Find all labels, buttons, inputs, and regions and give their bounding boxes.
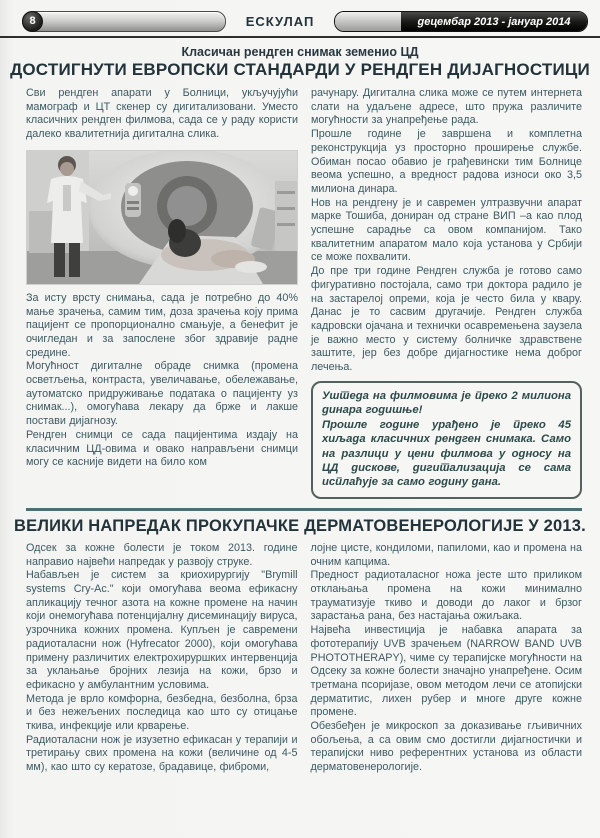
savings-callout-box <box>311 381 582 499</box>
paragraph: Сви рендген апарати у Болници, укључујући мамограф и ЦТ скенер су дигитализовани. Уместо класичних рендген филмова, сада се у раду користи далеко квалитетнија дигитална слика. <box>26 87 298 141</box>
page-number-pill <box>22 11 226 32</box>
article-xray-headline: ДОСТИГНУТИ ЕВРОПСКИ СТАНДАРДИ У РЕНДГЕН ДИЈАГНОСТИЦИ <box>10 60 590 79</box>
article-xray-left-column <box>26 87 298 499</box>
article-xray-kicker: Класичан рендген снимак земенио ЦД <box>181 45 419 59</box>
article-xray <box>0 45 600 499</box>
page-number: 8 <box>22 11 43 32</box>
issue-date-badge <box>334 11 588 32</box>
paragraph: Одсек за кожне болести је током 2013. године направио највећи напредак у развоју струке. <box>26 541 298 568</box>
date-badge-grip <box>335 12 401 31</box>
section-divider <box>26 508 582 511</box>
paragraph: Могућност дигиталне обраде снимка (промена осветљења, контраста, увеличавање, обележавање, аутоматско придруживање података о пацијенту уз снимак...), омогућава лекару да брже и лакше постави дијагнозу. <box>26 360 298 428</box>
paragraph: Највећа инвестиција је набавка апарата за фототерапију UVB зрачењем (NARROW BAND UVB PHOTOTHERAPY), чиме су терапијске могућности на Одсеку за кожне болести значајно унапређене. Осим третмана псоријазе, овом методом лечи се атопијски дерматитис, лихен рубер и многе друге кожне промене. <box>310 624 582 719</box>
paragraph: Радиоталасни нож је изузетно ефикасан у терапији и третирању свих промена на кожи (величине од 4-5 мм), као што су кератозе, брадавице, фиброми, <box>26 733 298 774</box>
paragraph: Набављен је систем за криохирургију "Brymill systems Cry-Ac." који омогућава веома ефикасну апликацију течног азота на кожне промене на начин који онемогућава потенцијалну дисеминацију вируса, узрочника кожних промена. Купљен је савремени радиоталасни нож (Hyfrecator 2000), који омогућава примену различитих електрохируршких интервенција за уклањање бројних лезија на кожи, брзо и ефикасно у амбулантним условима. <box>26 569 298 691</box>
callout-body: Прошле године урађено је преко 45 хиљада класичних рендген снимака. Само на разлици у цени филмова у односу на ЦД дискове, дигитализација се сама исплаћује за само годину дана. <box>322 418 571 489</box>
paragraph: Обезбеђен је микроскоп за доказивање гљивичних обољења, а са овим смо достигли дијагностички и терапијски ниво референтних установа из области дерматовенерологије. <box>310 720 582 774</box>
article-dermatology-right-column <box>311 542 583 775</box>
page-header <box>0 0 600 38</box>
article-dermatology-left-column <box>26 542 298 775</box>
paragraph: Метода је врло комфорна, безбедна, безболна, брза и без нежељених последица као што су отицање ткива, инфекције или крварење. <box>26 692 298 733</box>
paragraph: До пре три године Рендген служба је готово само фигуративно постојала, само три доктора радило је на застарелој опреми, која је често била у квару. Данас је то сасвим другачије. Рендген служба кадровски ојачана и технички осавремењена заузела је важно место у систему болничке здравствене заштите, јер без добре дијагностике нема доброг лечења. <box>311 265 582 374</box>
paragraph: рачунару. Дигитална слика може се путем интернета слати на удаљене адресе, што пружа различите могућности за унапређење рада. <box>311 87 582 127</box>
paragraph: Прошле године је завршена и комплетна реконструкција уз просторно проширење службе. Обиман посао обавио је грађевински тим Болнице веома успешно, а вредност радова износи око 3,5 милиона динара. <box>311 128 582 195</box>
ct-scanner-photo <box>26 150 298 285</box>
paragraph: Рендген снимци се сада пацијентима издају на класичним ЦД-овима и овако направљени снимци могу се касније видети на било ком <box>26 428 298 469</box>
paragraph: Нов на рендгену је и савремен ултразвучни апарат марке Тошиба, дониран од стране ВИП –а као плод успешне сарадње са овом компанијом. Тако квалитетним апаратом мало која установа у Србији се може похвалити. <box>311 196 582 264</box>
issue-date: децембар 2013 - јануар 2014 <box>401 12 587 31</box>
callout-lead: Уштеда на филмовима је преко 2 милиона динара годишње! <box>322 389 571 417</box>
article-dermatology-headline: ВЕЛИКИ НАПРЕДАК ПРОКУПАЧКЕ ДЕРМАТОВЕНЕРОЛОГИЈЕ У 2013. <box>14 516 586 535</box>
article-dermatology <box>0 517 600 775</box>
paragraph: За исту врсту снимања, сада је потребно до 40% мање зрачења, самим тим, доза зрачења коју прима пацијент се пропорционално смањује, а бенефит је очигледан и за запослене због здравије радне средине. <box>26 291 298 359</box>
article-xray-right-column <box>311 87 582 499</box>
paragraph: Предност радиоталасног ножа јесте што приликом отклањања промена на кожи минимално трауматизује ткиво и доводи до лаког и брзог зарастања рана, без настајања ожиљака. <box>310 569 582 623</box>
paragraph: лојне цисте, кондиломи, папиломи, као и промена на очним капцима. <box>310 541 582 568</box>
masthead-title: ЕСКУЛАП <box>245 14 315 29</box>
